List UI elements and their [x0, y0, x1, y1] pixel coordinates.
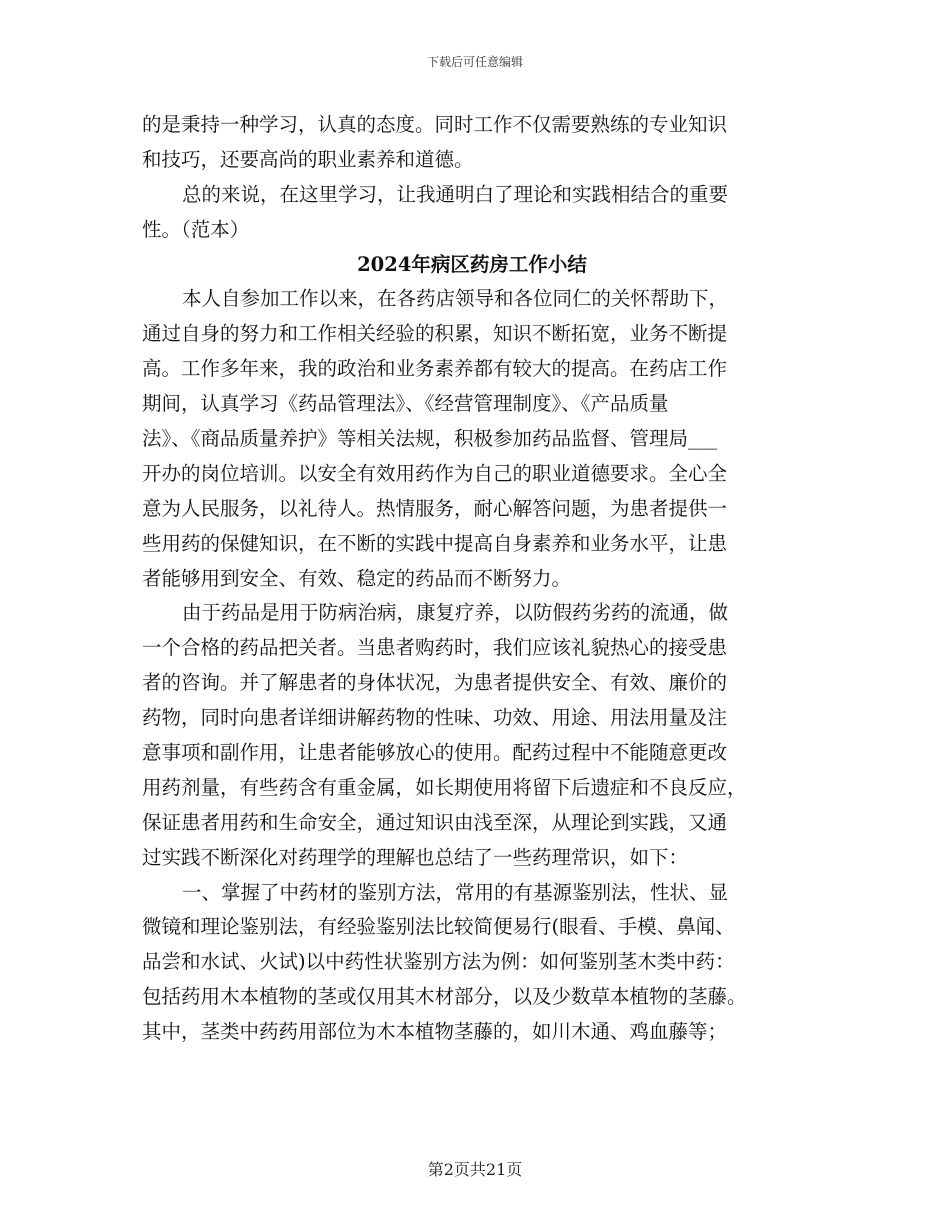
text-line: 微镜和理论鉴别法，有经验鉴别法比较简便易行(眼看、手模、鼻闻、	[142, 915, 735, 939]
text-line: 包括药用木本植物的茎或仅用其木材部分，以及少数草本植物的茎藤。	[142, 985, 747, 1009]
text-line: 由于药品是用于防病治病，康复疗养，以防假药劣药的流通，做	[182, 601, 729, 625]
text-line: 和技巧，还要高尚的职业素养和道德。	[142, 147, 474, 171]
text-line: 通过自身的努力和工作相关经验的积累，知识不断拓宽，业务不断提	[142, 322, 728, 346]
text-line: 一个合格的药品把关者。当患者购药时，我们应该礼貌热心的接受患	[142, 636, 728, 660]
text-line: 保证患者用药和生命安全，通过知识由浅至深，从理论到实践，又通	[142, 810, 728, 834]
text-line: 总的来说，在这里学习，让我通明白了理论和实践相结合的重要	[182, 182, 729, 206]
text-line: 些用药的保健知识，在不断的实践中提高自身素养和业务水平，让患	[142, 531, 728, 555]
text-line: 期间，认真学习《药品管理法》、《经营管理制度》、《产品质量	[142, 392, 669, 416]
text-line: 用药剂量，有些药含有重金属，如长期使用将留下后遗症和不良反应，	[142, 775, 747, 799]
text-line: 本人自参加工作以来，在各药店领导和各位同仁的关怀帮助下，	[182, 287, 729, 311]
text-line: 者能够用到安全、有效、稳定的药品而不断努力。	[142, 566, 572, 590]
text-line: 性。（范本）	[142, 217, 250, 241]
text-line: 品尝和水试、火试)以中药性状鉴别方法为例：如何鉴别茎木类中药：	[142, 950, 735, 974]
page-header-note: 下载后可任意编辑	[426, 55, 523, 69]
text-line: 意事项和副作用，让患者能够放心的使用。配药过程中不能随意更改	[142, 741, 728, 765]
section-title: 2024年病区药房工作小结	[357, 252, 587, 276]
text-line: 的是秉持一种学习，认真的态度。同时工作不仅需要熟练的专业知识	[142, 113, 728, 136]
page-footer-number: 第2页共21页	[427, 1160, 523, 1179]
text-line: 者的咨询。并了解患者的身体状况，为患者提供安全、有效、廉价的	[142, 671, 728, 695]
text-line: 开办的岗位培训。以安全有效用药作为自己的职业道德要求。全心全	[142, 461, 728, 485]
text-line: 意为人民服务，以礼待人。热情服务，耐心解答问题，为患者提供一	[142, 496, 728, 520]
text-line: 药物，同时向患者详细讲解药物的性味、功效、用途、用法用量及注	[142, 706, 728, 730]
text-line: 法》、《商品质量养护》等相关法规，积极参加药品监督、管理局___	[142, 427, 718, 451]
text-line: 其中，茎类中药药用部位为木本植物茎藤的，如川木通、鸡血藤等；	[142, 1020, 728, 1044]
document-body	[142, 108, 802, 1050]
text-line: 一、掌握了中药材的鉴别方法，常用的有基源鉴别法，性状、显	[182, 880, 729, 904]
text-line: 过实践不断深化对药理学的理解也总结了一些药理常识，如下：	[142, 845, 689, 869]
text-line: 高。工作多年来，我的政治和业务素养都有较大的提高。在药店工作	[142, 357, 728, 381]
